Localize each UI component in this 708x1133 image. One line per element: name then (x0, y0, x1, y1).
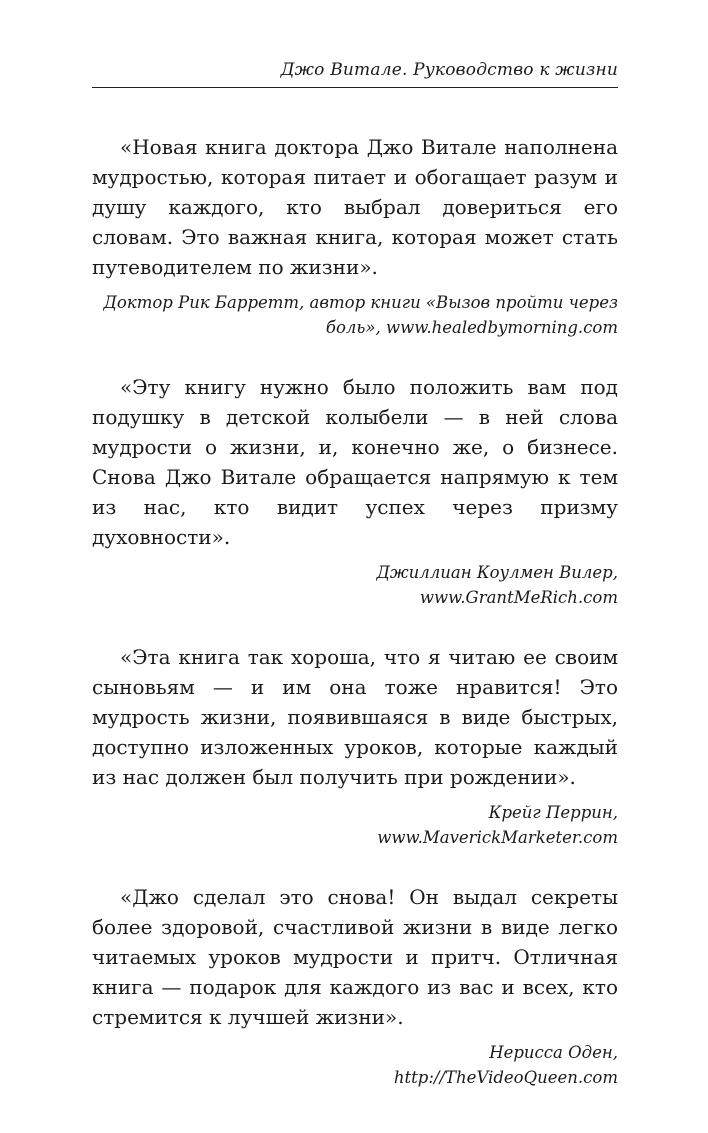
attribution-line: Нерисса Оден, (489, 1043, 618, 1062)
testimonial-attribution (92, 1040, 618, 1090)
testimonial-attribution (92, 560, 618, 610)
testimonial-attribution (92, 800, 618, 850)
book-page (92, 60, 618, 1090)
running-head: Джо Витале. Руководство к жизни (92, 60, 618, 88)
testimonial-2 (92, 372, 618, 610)
testimonial-quote: «Эту книгу нужно было положить вам под подушку в детской колыбели — в ней слова мудрости о жизни, и, конечно же, о бизнесе. Снова Джо Витале обращается напрямую к тем из нас, кто видит успех через призму духовности». (92, 375, 618, 549)
attribution-line: http://TheVideoQueen.com (393, 1068, 618, 1087)
attribution-line: Джиллиан Коулмен Вилер, (376, 563, 618, 582)
testimonial-1 (92, 132, 618, 340)
testimonial-4 (92, 882, 618, 1090)
attribution-line: www.GrantMeRich.com (419, 588, 618, 607)
testimonial-attribution (92, 290, 618, 340)
testimonial-quote: «Эта книга так хороша, что я читаю ее своим сыновьям — и им она тоже нравится! Это мудрость жизни, появившаяся в виде быстрых, доступно изложенных уроков, которые каждый из нас должен был получить при рождении». (92, 645, 618, 789)
testimonial-quote: «Джо сделал это снова! Он выдал секреты более здоровой, счастливой жизни в виде легко читаемых уроков мудрости и притч. Отличная книга — подарок для каждого из вас и всех, кто стремится к лучшей жизни». (92, 885, 618, 1029)
attribution-line: www.MaverickMarketer.com (377, 828, 618, 847)
attribution-line: боль», www.healedbymorning.com (325, 318, 618, 337)
attribution-line: Крейг Перрин, (488, 803, 618, 822)
testimonial-quote: «Новая книга доктора Джо Витале наполнена мудростью, которая питает и обогащает разум и душу каждого, кто выбрал довериться его словам. Это важная книга, которая может стать путеводителем по жизни». (92, 135, 618, 279)
testimonial-3 (92, 642, 618, 850)
attribution-line: Доктор Рик Барретт, автор книги «Вызов пройти через (103, 293, 618, 312)
